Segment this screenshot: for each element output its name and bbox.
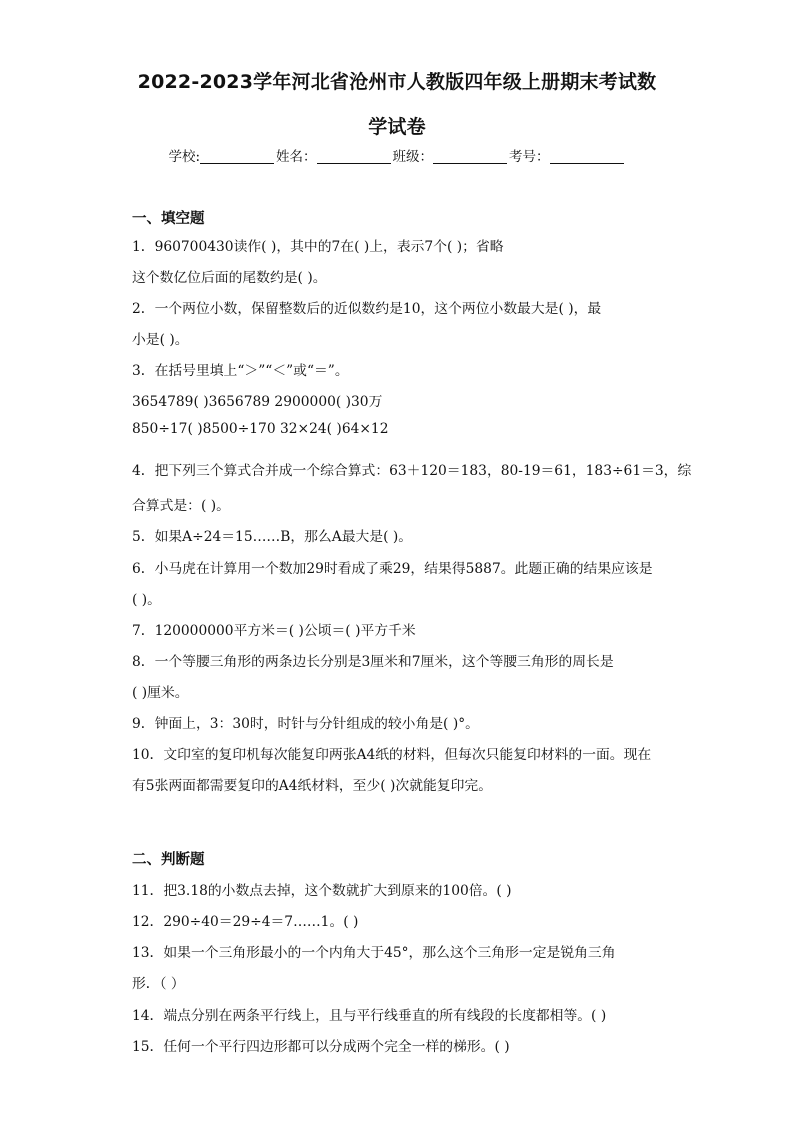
question-line: 7．120000000平方米＝( )公顷＝( )平方千米 [132, 623, 416, 639]
question-line: 4．把下列三个算式合并成一个综合算式：63＋120＝183，80-19＝61，183÷61＝3，综 [132, 463, 692, 479]
question-line: 小是( )。 [132, 332, 189, 348]
question-line: 14．端点分别在两条平行线上，且与平行线垂直的所有线段的长度都相等。( ) [132, 1008, 607, 1024]
section-heading-true-false: 二、判断题 [132, 852, 205, 868]
question-line: 850÷17( )8500÷170 32×24( )64×12 [132, 421, 389, 437]
question-line: 15．任何一个平行四边形都可以分成两个完全一样的梯形。( ) [132, 1039, 510, 1055]
question-line: 8．一个等腰三角形的两条边长分别是3厘米和7厘米，这个等腰三角形的周长是 [132, 654, 614, 670]
question-line: 合算式是：( )。 [132, 498, 230, 514]
question-line: 1．960700430读作( )，其中的7在( )上，表示7个( )；省略 [132, 239, 504, 255]
question-line: 有5张两面都需要复印的A4纸材料，至少( )次就能复印完。 [132, 778, 492, 794]
question-line: 形．（ ） [132, 976, 185, 992]
exam-title-line-2: 学试卷 [368, 116, 426, 138]
exam-no-blank [550, 149, 624, 164]
class-blank [433, 149, 507, 164]
question-line: 6．小马虎在计算用一个数加29时看成了乘29，结果得5887。此题正确的结果应该是 [132, 561, 653, 577]
question-line: ( )厘米。 [132, 685, 189, 701]
question-line: 3654789( )3656789 2900000( )30万 [132, 394, 383, 410]
school-label: 学校: [168, 149, 201, 165]
exam-no-label: 考号： [509, 149, 550, 165]
school-blank [200, 149, 274, 164]
question-line: 5．如果A÷24＝15……B，那么A最大是( )。 [132, 529, 413, 545]
question-line: 10．文印室的复印机每次能复印两张A4纸的材料，但每次只能复印材料的一面。现在 [132, 747, 652, 763]
exam-title-line-1: 2022-2023学年河北省沧州市人教版四年级上册期末考试数 [137, 71, 657, 93]
question-line: 9．钟面上，3：30时，时针与分针组成的较小角是( )°。 [132, 716, 479, 732]
section-heading-fill-in: 一、填空题 [132, 211, 205, 227]
question-line: 3．在括号里填上“＞”“＜”或“＝”。 [132, 363, 349, 379]
question-line: 13．如果一个三角形最小的一个内角大于45°，那么这个三角形一定是锐角三角 [132, 945, 616, 961]
question-line: 12．290÷40＝29÷4＝7……1。( ) [132, 914, 359, 930]
student-info-row [0, 145, 794, 165]
question-line: 这个数亿位后面的尾数约是( )。 [132, 270, 327, 286]
question-line: ( )。 [132, 592, 161, 608]
name-blank [317, 149, 391, 164]
name-label: 姓名： [276, 149, 317, 165]
class-label: 班级： [392, 149, 434, 165]
question-line: 11．把3.18的小数点去掉，这个数就扩大到原来的100倍。( ) [132, 883, 512, 899]
question-line: 2．一个两位小数，保留整数后的近似数约是10，这个两位小数最大是( )，最 [132, 301, 602, 317]
